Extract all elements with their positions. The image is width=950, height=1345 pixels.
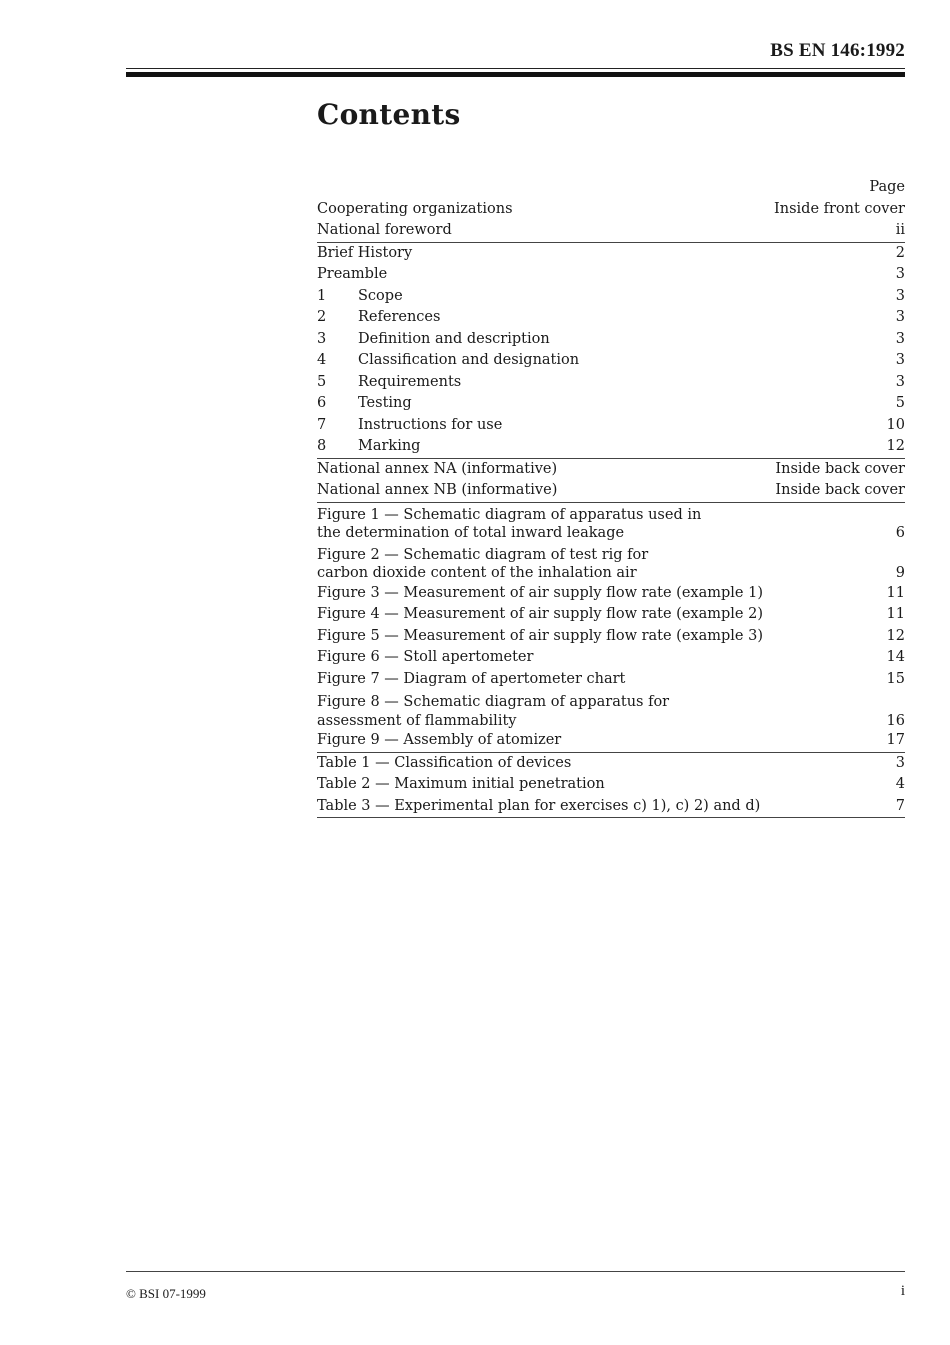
toc-entry-text: Brief History (317, 244, 413, 261)
toc-entry[interactable] (317, 647, 905, 669)
toc-entry-text: National annex NB (informative) (317, 482, 558, 498)
clause-number: 8 (317, 438, 327, 454)
toc-entry-page: Inside back cover (775, 482, 905, 498)
toc-entry-text: Figure 2 — Schematic diagram of test rig for (317, 546, 649, 563)
toc-entry-text: Table 3 — Experimental plan for exercises c) 1), c) 2) and d) (317, 797, 761, 814)
toc-entry[interactable] (317, 436, 905, 458)
toc-entry-page: 5 (895, 395, 905, 411)
toc-entry-text: Figure 6 — Stoll apertometer (317, 649, 534, 665)
toc-group (317, 503, 905, 753)
toc-entry[interactable] (317, 730, 905, 752)
toc-entry[interactable] (317, 753, 905, 775)
table-of-contents (317, 177, 905, 818)
toc-entry-page: 15 (886, 670, 905, 687)
toc-entry[interactable] (317, 774, 905, 796)
toc-entry-title (317, 506, 886, 543)
toc-entry-text: Figure 8 — Schematic diagram of apparatus for (317, 694, 670, 710)
toc-entry-page: 17 (886, 732, 905, 748)
toc-entry-title (317, 796, 886, 818)
toc-entry-page: 11 (886, 606, 905, 622)
toc-entry-title (317, 604, 877, 626)
header-rule-thin (126, 68, 905, 69)
toc-entry-text: Classification and designation (358, 352, 580, 368)
toc-entry-title (317, 583, 877, 605)
toc-entry-title (317, 774, 886, 796)
toc-entry-title (317, 546, 886, 583)
clause-number: 6 (317, 395, 327, 411)
toc-entry-text: Figure 3 — Measurement of air supply flow rate (example 1) (317, 584, 763, 601)
toc-entry-text: Figure 4 — Measurement of air supply flow rate (example 2) (317, 606, 763, 622)
document-code: BS EN 146:1992 (770, 40, 905, 61)
toc-entry-text: National foreword (317, 222, 452, 238)
page-number: i (900, 1283, 905, 1299)
toc-entry-title (317, 393, 886, 415)
toc-entry-text: References (358, 309, 441, 325)
toc-entry[interactable] (317, 286, 905, 308)
toc-entry-text-continued: carbon dioxide content of the inhalation air (317, 565, 637, 581)
toc-entry-title (317, 730, 877, 752)
toc-entry[interactable] (317, 543, 905, 583)
toc-entry[interactable] (317, 415, 905, 437)
toc-group (317, 753, 905, 819)
header-rule-thick (126, 72, 905, 77)
footer-rule (126, 1271, 905, 1272)
toc-entry[interactable] (317, 690, 905, 730)
clause-number: 2 (317, 309, 327, 325)
toc-entry-text-continued: assessment of flammability (317, 712, 517, 729)
toc-entry-title (317, 626, 877, 648)
toc-entry-text: Figure 7 — Diagram of apertometer chart (317, 670, 626, 687)
toc-entry-page: Inside back cover (775, 460, 905, 477)
toc-entry-text: Marking (358, 438, 421, 454)
toc-entry-text: Table 1 — Classification of devices (317, 754, 572, 771)
toc-entry-page: ii (895, 222, 905, 238)
toc-entry-text: Figure 1 — Schematic diagram of apparatus used in (317, 506, 702, 523)
toc-entry-text: Figure 5 — Measurement of air supply flow rate (example 3) (317, 627, 763, 644)
toc-entry-title (317, 415, 877, 437)
toc-entry-page: 14 (886, 649, 905, 665)
toc-entry-text: Figure 9 — Assembly of atomizer (317, 732, 562, 748)
toc-entry-page: 2 (895, 244, 905, 261)
toc-entry-title (317, 199, 764, 221)
toc-entry-page: 3 (895, 330, 905, 347)
toc-entry-page: 3 (895, 373, 905, 390)
toc-entry-title (317, 480, 765, 502)
toc-entry-title (317, 647, 877, 669)
toc-entry-page: 12 (886, 627, 905, 644)
toc-entry-text: Scope (358, 287, 403, 304)
toc-entry[interactable] (317, 604, 905, 626)
toc-entry-text: Instructions for use (358, 416, 503, 433)
toc-entry-text: Cooperating organizations (317, 200, 513, 217)
page-column-heading: Page (869, 179, 905, 195)
toc-entry[interactable] (317, 199, 905, 221)
toc-entry-page: Inside front cover (774, 200, 905, 217)
toc-entry[interactable] (317, 243, 905, 265)
clause-number: 3 (317, 330, 327, 347)
toc-entry-page: 16 (886, 712, 905, 729)
toc-group (317, 243, 905, 459)
clause-number: 1 (317, 287, 327, 304)
toc-entry[interactable] (317, 264, 905, 286)
toc-entry[interactable] (317, 329, 905, 351)
toc-entry[interactable] (317, 583, 905, 605)
toc-entry-text: National annex NA (informative) (317, 460, 558, 477)
toc-entry-text: Testing (358, 395, 412, 411)
toc-entry-page: 10 (886, 416, 905, 433)
toc-entry-title (317, 264, 886, 286)
toc-entry[interactable] (317, 669, 905, 691)
toc-entry-title (317, 436, 877, 458)
toc-entry-title (317, 220, 886, 242)
toc-entry-text: Requirements (358, 373, 462, 390)
toc-entry-text: Table 2 — Maximum initial penetration (317, 776, 605, 792)
toc-entry-text: Definition and description (358, 330, 550, 347)
toc-entry-text-continued: the determination of total inward leakage (317, 525, 625, 541)
toc-entry-page: 3 (895, 309, 905, 325)
toc-entry-title (317, 350, 886, 372)
toc-entry-page: 12 (886, 438, 905, 454)
clause-number: 4 (317, 352, 327, 368)
toc-entry-page: 7 (895, 797, 905, 814)
toc-entry-page: 4 (895, 776, 905, 792)
toc-entry-text: Preamble (317, 266, 388, 282)
toc-entry[interactable] (317, 307, 905, 329)
toc-entry[interactable] (317, 393, 905, 415)
toc-entry-page: 3 (895, 754, 905, 771)
page-title: Contents (317, 98, 461, 131)
toc-entry-page: 3 (895, 287, 905, 304)
toc-entry[interactable] (317, 220, 905, 242)
toc-entry-page: 3 (895, 266, 905, 282)
toc-entry-title (317, 243, 886, 265)
toc-entry-page: 6 (895, 525, 905, 541)
toc-group (317, 199, 905, 243)
toc-entry-title (317, 307, 886, 329)
toc-entry-title (317, 286, 886, 308)
toc-entry-title (317, 693, 877, 730)
toc-entry-title (317, 459, 765, 481)
toc-entry-title (317, 329, 886, 351)
toc-entry[interactable] (317, 480, 905, 502)
toc-entry-page: 11 (886, 584, 905, 601)
toc-entry-page: 3 (895, 352, 905, 368)
toc-entry-title (317, 669, 877, 691)
toc-entry-page: 9 (895, 565, 905, 581)
toc-entry[interactable] (317, 372, 905, 394)
toc-entry[interactable] (317, 350, 905, 372)
toc-entry[interactable] (317, 459, 905, 481)
clause-number: 5 (317, 373, 327, 390)
toc-group (317, 459, 905, 503)
toc-entry[interactable] (317, 796, 905, 818)
toc-entry-title (317, 753, 886, 775)
copyright: © BSI 07-1999 (126, 1286, 206, 1301)
toc-entry[interactable] (317, 503, 905, 543)
toc-entry-title (317, 372, 886, 394)
toc-entry[interactable] (317, 626, 905, 648)
clause-number: 7 (317, 416, 327, 433)
